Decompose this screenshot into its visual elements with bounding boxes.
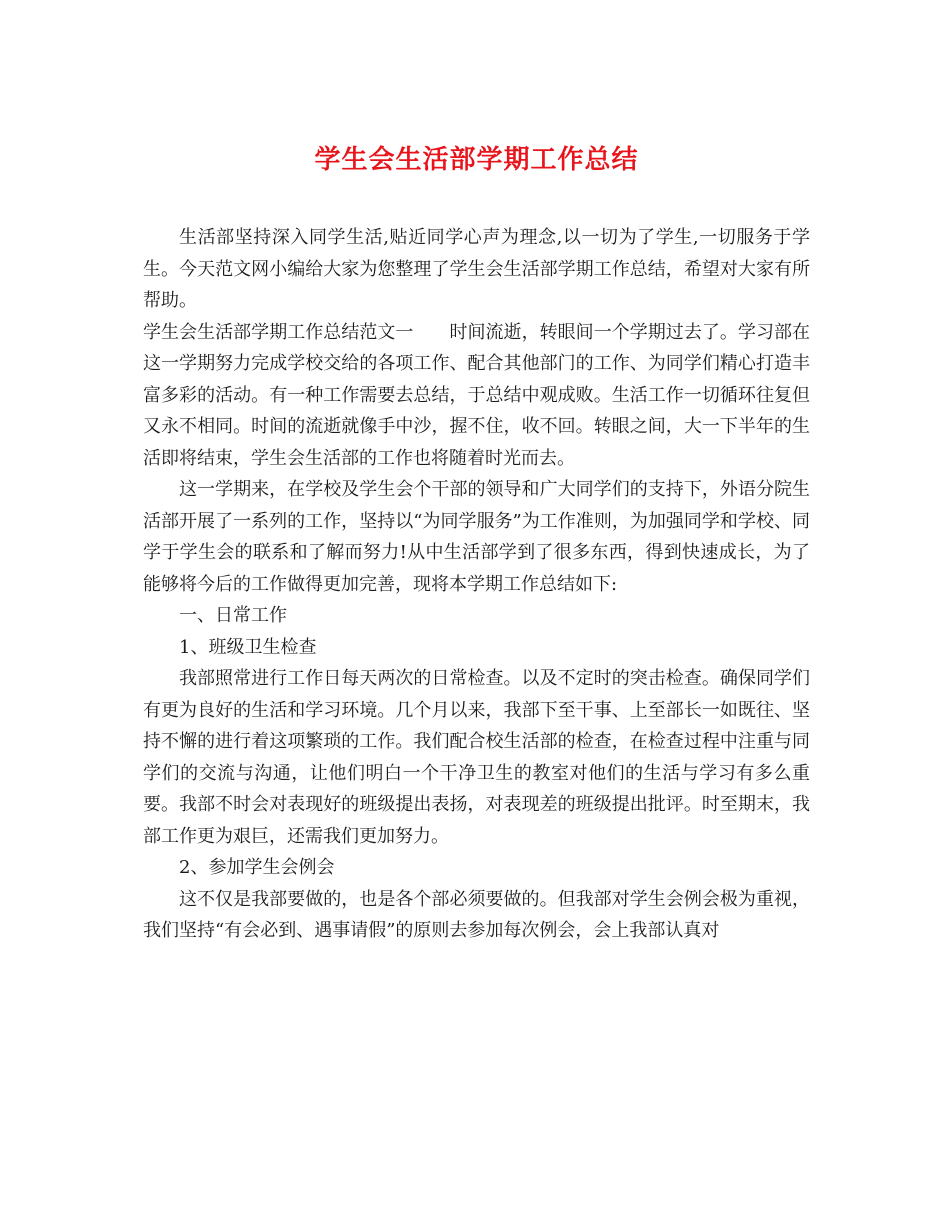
summary-paragraph: 这一学期来，在学校及学生会个干部的领导和广大同学们的支持下，外语分院生活部开展了一系列的工作，坚持以“为同学服务”为工作准则，为加强同学和学校、同学于学生会的联系和了解而努力!从中生活部学到了很多东西，得到快速成长，为了能够将今后的工作做得更加完善，现将本学期工作总结如下:: [143, 479, 810, 595]
sample-heading: 学生会生活部学期工作总结范文一: [143, 321, 414, 343]
sample-text: 时间流逝，转眼间一个学期过去了。学习部在这一学期努力完成学校交给的各项工作、配合其他部门的工作、为同学们精心打造丰富多彩的活动。有一种工作需要去总结，于总结中观成败。生活工作一切循环往复但又永不相同。时间的流逝就像手中沙，握不住，收不回。转眼之间，大一下半年的生活即将结束，学生会生活部的工作也将随着时光而去。: [143, 321, 811, 469]
subheading-meetings: 2、参加学生会例会: [179, 857, 335, 878]
hygiene-paragraph: 我部照常进行工作日每天两次的日常检查。以及不定时的突击检查。确保同学们有更为良好的生活和学习环境。几个月以来，我部下至干事、上至部长一如既往、坚持不懈的进行着这项繁琐的工作。我们配合校生活部的检查，在检查过程中注重与同学们的交流与沟通，让他们明白一个干净卫生的教室对他们的生活与学习有多么重要。我部不时会对表现好的班级提出表扬，对表现差的班级提出批评。时至期末，我部工作更为艰巨，还需我们更加努力。: [143, 668, 810, 847]
subheading-class-hygiene: 1、班级卫生检查: [179, 636, 317, 658]
sample-paragraph: [143, 317, 810, 475]
document-title: 学生会生活部学期工作总结: [314, 145, 639, 175]
section-heading-daily-work: 一、日常工作: [179, 605, 287, 626]
intro-paragraph: 生活部坚持深入同学生活,贴近同学心声为理念,以一切为了学生,一切服务于学生。今天范文网小编给大家为您整理了学生会生活部学期工作总结，希望对大家有所帮助。: [143, 227, 810, 311]
meetings-paragraph: 这不仅是我部要做的，也是各个部必须要做的。但我部对学生会例会极为重视，我们坚持“有会必到、遇事请假”的原则去参加每次例会，会上我部认真对: [143, 888, 810, 941]
